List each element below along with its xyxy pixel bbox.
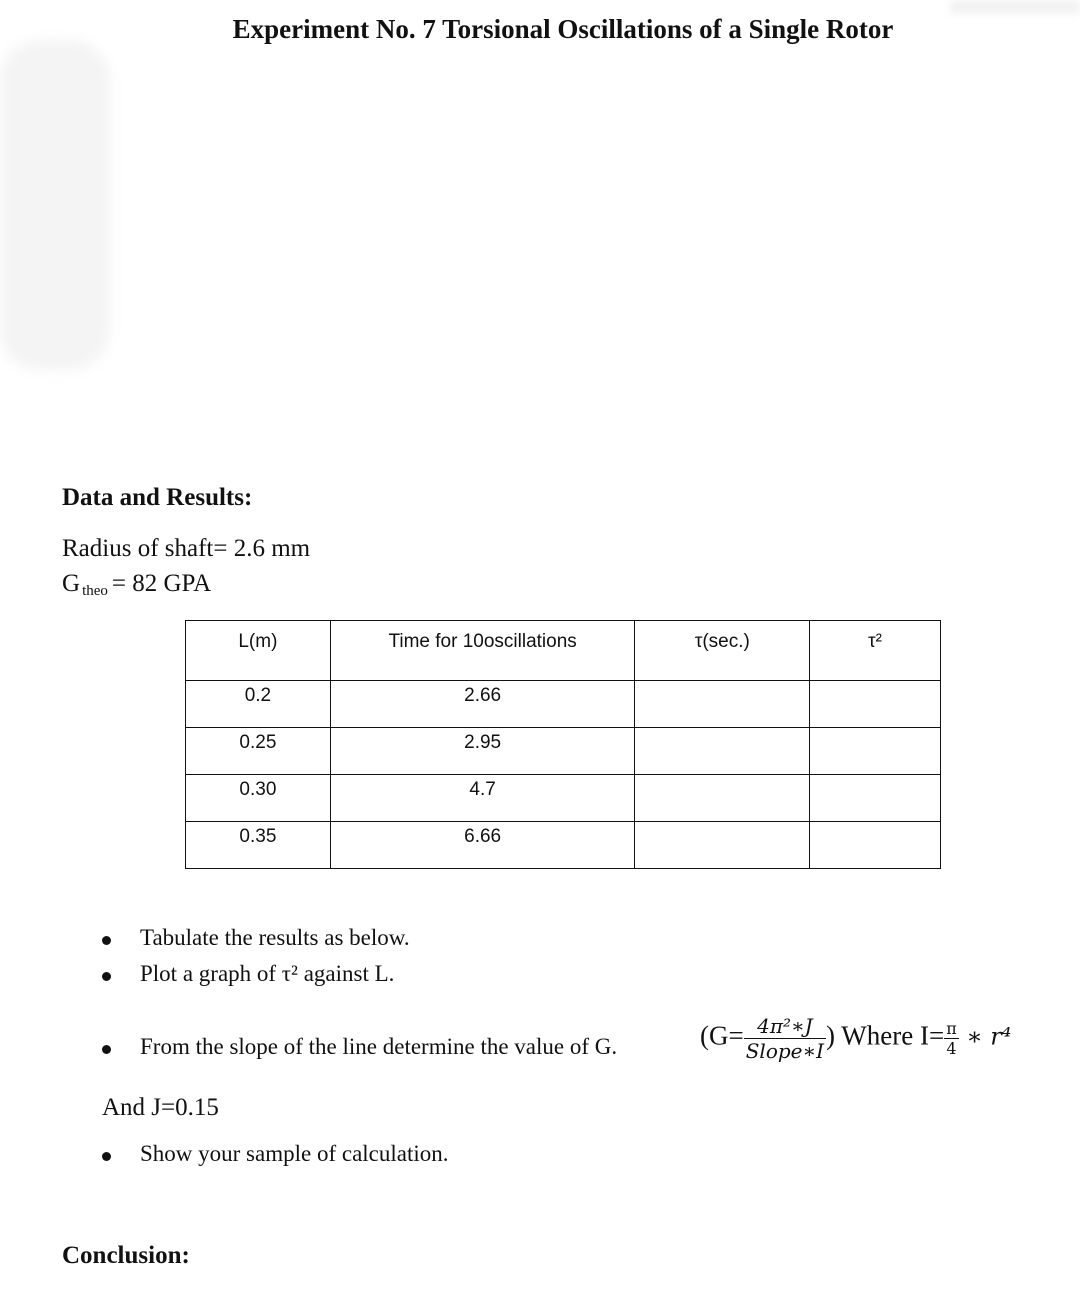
bullet-text: Plot a graph of τ² against L. — [140, 961, 395, 986]
table-row — [186, 822, 941, 869]
cell-period — [635, 728, 810, 775]
bullet-sample — [140, 1141, 449, 1167]
page-title: Experiment No. 7 Torsional Oscillations of a Single Rotor — [232, 14, 894, 44]
cell-period-squared — [810, 728, 941, 775]
cell-period — [635, 681, 810, 728]
redacted-area-top — [950, 0, 1080, 14]
radius-line: Radius of shaft= 2.6 mm — [62, 535, 311, 562]
data-heading: Data and Results: — [62, 484, 253, 511]
bullet-dot — [102, 1152, 111, 1161]
bullet-dot — [102, 936, 111, 945]
g-value: = 82 GPA — [111, 570, 212, 597]
cell-length: 0.25 — [186, 728, 331, 775]
table-row — [186, 728, 941, 775]
cell-period-squared — [810, 681, 941, 728]
bullet-text: Show your sample of calculation. — [140, 1141, 449, 1166]
cell-time: 2.95 — [330, 728, 635, 775]
formula-open: (G= — [700, 1020, 744, 1051]
cell-time: 6.66 — [330, 822, 635, 869]
cell-period-squared — [810, 822, 941, 869]
bullet-plot — [140, 961, 394, 987]
bullet-dot — [102, 972, 111, 981]
i-denominator: 4 — [946, 1039, 957, 1058]
g-numerator: 4π²∗J — [744, 1014, 826, 1039]
redacted-area — [0, 40, 110, 370]
formula-close: ) — [826, 1020, 835, 1051]
cell-time: 4.7 — [330, 775, 635, 822]
table-row — [186, 681, 941, 728]
cell-period — [635, 822, 810, 869]
g-theo-line — [62, 570, 211, 600]
bullet-dot — [102, 1045, 111, 1054]
header-length: L(m) — [186, 621, 331, 681]
bullet-tabulate — [140, 925, 410, 951]
bullet-text: Tabulate the results as below. — [140, 925, 410, 950]
cell-period-squared — [810, 775, 941, 822]
bullet-text: From the slope of the line determine the value of G. — [140, 1034, 618, 1059]
results-table — [185, 620, 941, 869]
i-numerator: π — [946, 1019, 957, 1038]
cell-length: 0.35 — [186, 822, 331, 869]
i-fraction — [944, 1019, 959, 1058]
conclusion-heading: Conclusion: — [62, 1242, 190, 1269]
cell-time: 2.66 — [330, 681, 635, 728]
cell-length: 0.30 — [186, 775, 331, 822]
cell-period — [635, 775, 810, 822]
g-symbol: G — [62, 570, 81, 597]
header-time: Time for 10oscillations — [330, 621, 635, 681]
g-formula — [700, 1014, 1011, 1063]
formula-where: Where I= — [835, 1020, 945, 1051]
table-row — [186, 775, 941, 822]
g-denominator: Slope∗I — [745, 1039, 824, 1063]
table-header-row — [186, 621, 941, 681]
g-fraction — [744, 1014, 826, 1063]
g-subscript: theo — [82, 583, 108, 599]
header-period: τ(sec.) — [635, 621, 810, 681]
i-tail: ∗ r⁴ — [958, 1022, 1012, 1051]
bullet-slope — [140, 1034, 617, 1060]
header-period-squared: τ² — [810, 621, 941, 681]
cell-length: 0.2 — [186, 681, 331, 728]
and-j-line: And J=0.15 — [102, 1094, 219, 1121]
